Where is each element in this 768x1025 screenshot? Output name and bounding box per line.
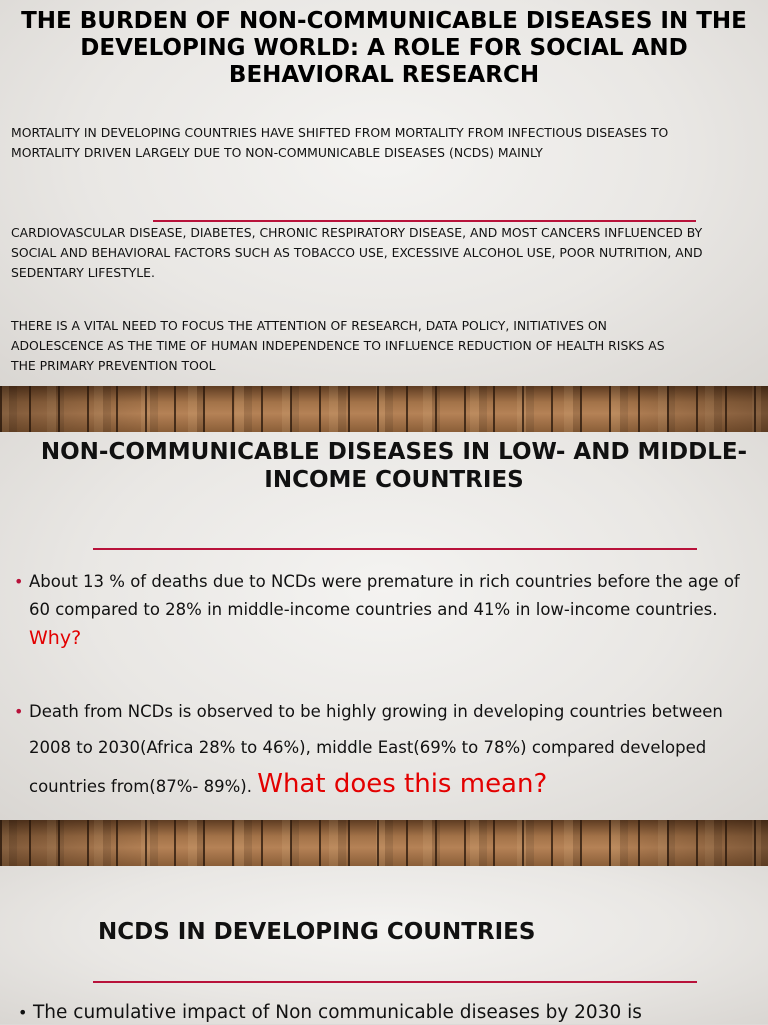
slide-2-title: NON-COMMUNICABLE DISEASES IN LOW- AND MIDDLE-INCOME COUNTRIES — [40, 439, 748, 493]
slide-1-paragraph-1: MORTALITY IN DEVELOPING COUNTRIES HAVE SHIFTED FROM MORTALITY FROM INFECTIOUS DISEASES TO MORTALITY DRIVEN LARGELY DUE TO NON-COMMUNICABLE DISEASES (NCDS) MAINLY — [11, 125, 669, 160]
bullet-dot-icon: • — [14, 572, 24, 591]
bullet-text: Death from NCDs is observed to be highly growing in developing countries between 2008 to 2030(Africa 28% to 46%), middle East(69% to 78%) compared developed countries from(87%- 89%). — [29, 702, 723, 796]
slide-2-divider — [93, 548, 697, 550]
bullet-text: About 13 % of deaths due to NCDs were premature in rich countries before the age of 60 compared to 28% in middle-income countries and 41% in low-income countries. — [29, 572, 740, 619]
slide-1 — [0, 0, 768, 386]
slide-2-bullet-2 — [14, 694, 759, 805]
slide-3-title: NCDS IN DEVELOPING COUNTRIES — [98, 919, 536, 945]
wood-floor-divider-2 — [0, 820, 768, 866]
bullet-highlight: Why? — [29, 627, 82, 649]
bullet-highlight: What does this mean? — [257, 769, 548, 799]
bullet-dot-icon: • — [14, 702, 24, 721]
slide-1-paragraph-2: CARDIOVASCULAR DISEASE, DIABETES, CHRONIC RESPIRATORY DISEASE, AND MOST CANCERS INFLUENCED BY SOCIAL AND BEHAVIORAL FACTORS SUCH AS TOBACCO USE, EXCESSIVE ALCOHOL USE, POOR NUTRITION, AND SEDENTARY LIFESTYLE. — [11, 225, 703, 280]
bullet-text: The cumulative impact of Non communicable diseases by 2030 is — [33, 1002, 642, 1023]
wood-floor-divider-1 — [0, 386, 768, 432]
slide-1-title: THE BURDEN OF NON-COMMUNICABLE DISEASES IN THE DEVELOPING WORLD: A ROLE FOR SOCIAL AND BEHAVIORAL RESEARCH — [21, 8, 747, 88]
slide-1-divider — [153, 220, 696, 222]
slide-2-bullet-1 — [14, 568, 759, 653]
bullet-dot-icon: • — [18, 1003, 28, 1022]
slide-1-paragraph-3: THERE IS A VITAL NEED TO FOCUS THE ATTENTION OF RESEARCH, DATA POLICY, INITIATIVES ON ADOLESCENCE AS THE TIME OF HUMAN INDEPENDENCE TO INFLUENCE REDUCTION OF HEALTH RISKS AS THE PRIMARY PREVENTION TOOL — [11, 318, 665, 373]
slide-3-divider — [93, 981, 697, 983]
slide-3-bullet-1 — [18, 1001, 763, 1025]
